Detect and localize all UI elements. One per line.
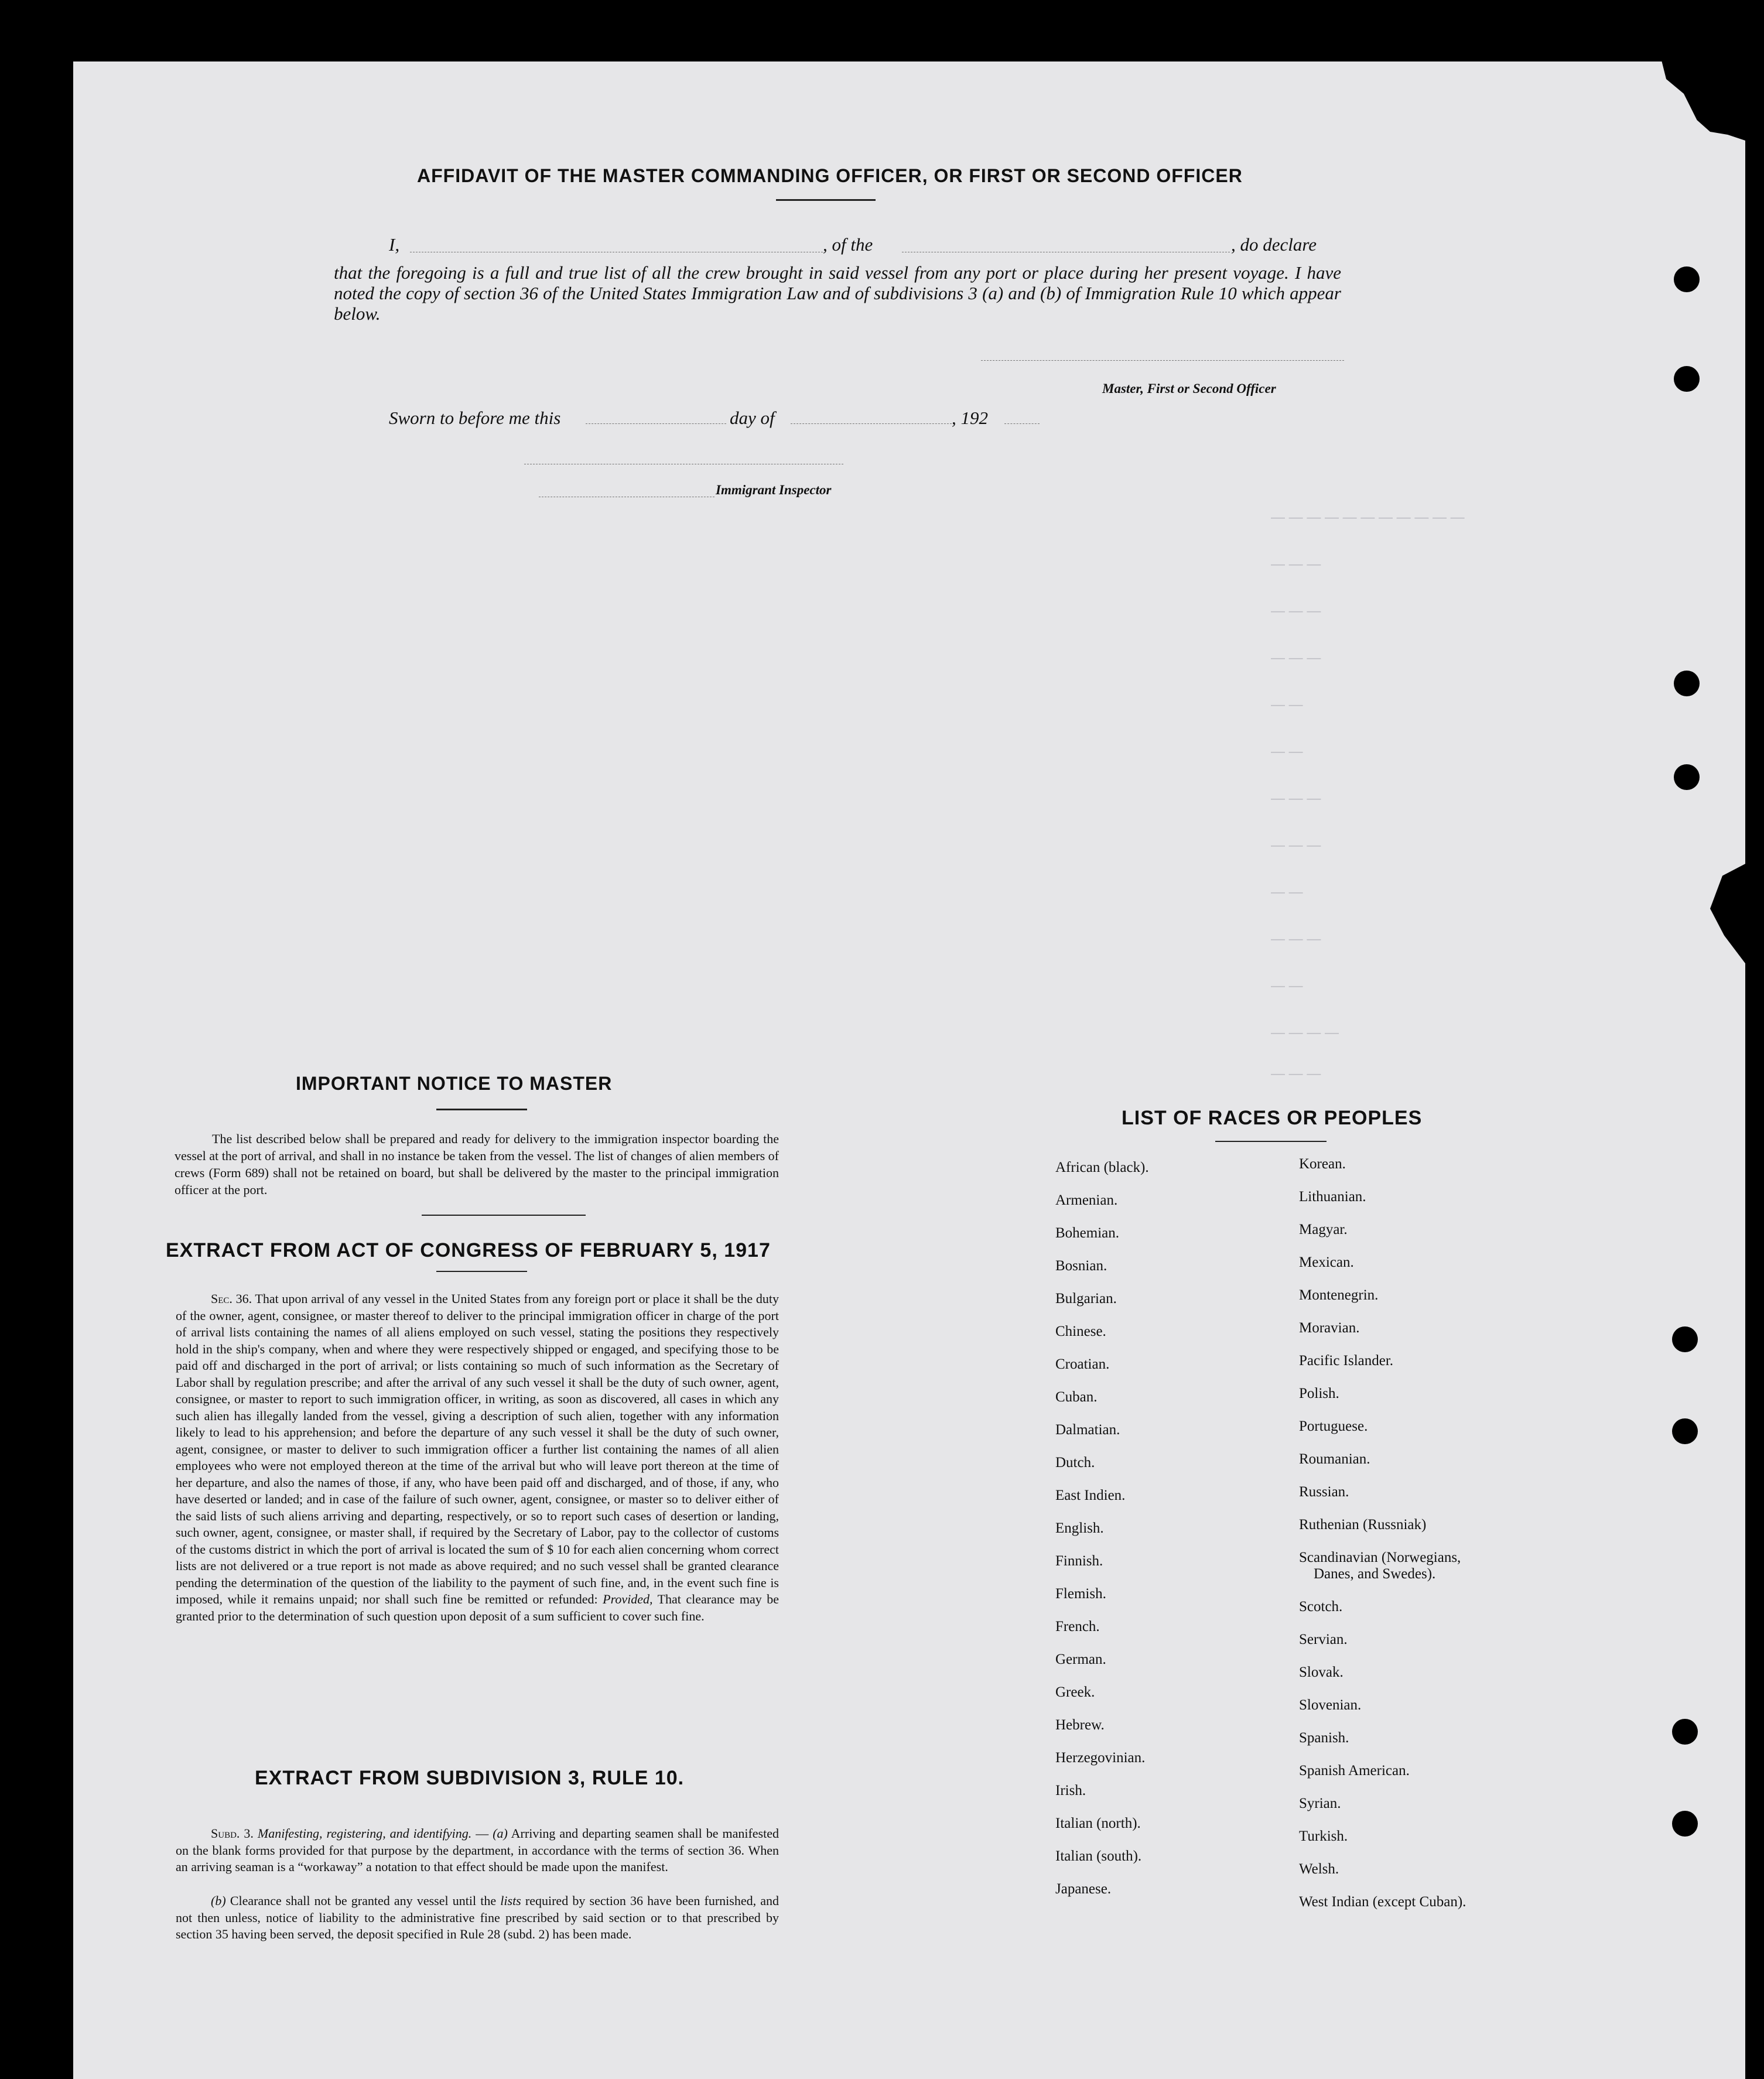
race-item: Cuban. (1055, 1389, 1098, 1405)
year-label: , 192 (952, 408, 988, 428)
race-item: Dalmatian. (1055, 1422, 1120, 1438)
subdivision-a-text: Subd. 3. Manifesting, registering, and identifying. — (a) Arriving and departing seamen shall be manifested on the blank forms provided for that purpose by the department, in accordance with the terms of section 36. When an arriving seaman is a “workaway” a notation to that effect should be made upon the manifest. (176, 1826, 779, 1874)
race-item: German. (1055, 1651, 1106, 1667)
races-title: LIST OF RACES OR PEOPLES (1122, 1107, 1423, 1129)
binder-hole (1674, 366, 1700, 392)
rule-extract-title: EXTRACT FROM SUBDIVISION 3, RULE 10. (255, 1767, 685, 1789)
title-underline (776, 199, 876, 201)
binder-hole (1674, 671, 1700, 696)
race-item: Danes, and Swedes). (1314, 1566, 1436, 1582)
binder-hole (1672, 1326, 1698, 1352)
race-item: Hebrew. (1055, 1717, 1105, 1733)
race-item: Scotch. (1299, 1599, 1343, 1615)
race-item: Slovenian. (1299, 1697, 1362, 1713)
race-item: East Indien. (1055, 1488, 1126, 1503)
notice-title: IMPORTANT NOTICE TO MASTER (296, 1073, 613, 1094)
do-declare-label: , do declare (1231, 234, 1317, 255)
month-field[interactable] (791, 423, 952, 424)
race-item: Welsh. (1299, 1861, 1339, 1877)
notice-body: The list described below shall be prepared and ready for delivery to the immigration inspector boarding the vessel at the port of arrival, and shall in no instance be taken from the vessel. The list of changes of alien members of crews (Form 689) shall not be retained on board, but shall be delivered by the master to the principal immigration officer at the port. (175, 1131, 779, 1197)
para-b-text-1: Clearance shall not be granted any vessel until the (230, 1893, 497, 1908)
act-extract-underline (436, 1271, 527, 1272)
subd-label: Subd. 3. (211, 1826, 254, 1841)
sworn-label: Sworn to before me this (389, 408, 561, 428)
race-item: Spanish American. (1299, 1763, 1410, 1779)
race-item: Spanish. (1299, 1730, 1349, 1746)
race-item: Scandinavian (Norwegians, (1299, 1550, 1461, 1565)
notice-underline (436, 1109, 527, 1110)
day-field[interactable] (586, 423, 726, 424)
race-item: Italian (south). (1055, 1848, 1142, 1864)
binder-hole (1674, 764, 1700, 790)
race-item: Portuguese. (1299, 1418, 1368, 1434)
binder-hole (1672, 1418, 1698, 1444)
section-label: Sec. 36. (211, 1291, 252, 1306)
race-item: Montenegrin. (1299, 1287, 1379, 1303)
master-signature-line[interactable] (981, 360, 1344, 361)
race-item: Herzegovinian. (1055, 1750, 1146, 1766)
race-item: Turkish. (1299, 1828, 1348, 1844)
race-item: Lithuanian. (1299, 1189, 1366, 1205)
race-item: Bosnian. (1055, 1258, 1107, 1274)
race-item: Irish. (1055, 1783, 1086, 1798)
subd-heading: Manifesting, registering, and identifying. (257, 1826, 472, 1841)
para-b-lists: lists (500, 1893, 521, 1908)
torn-corner (1657, 61, 1745, 208)
race-item: Korean. (1299, 1156, 1346, 1172)
section-36-body: That upon arrival of any vessel in the United States from any foreign port or place it shall be the duty of the owner, agent, consignee, or master thereof to deliver to the principal immigration officer in charge of the port of arrival lists containing the names of all aliens employed on such vessel, stating the positions they respectively hold in the ship's company, when and where they were respectively shipped or engaged, and specifying those to be paid off and discharged in the port of arrival; or lists containing so much of such information as the Secretary of Labor shall by regulation prescribe; and after the arrival of any such vessel it shall be the duty of such owner, agent, consignee, or master to report to such immigration officer, in writing, as soon as discovered, all cases in which any such alien has illegally landed from the vessel, giving a description of such alien, together with any information likely to lead to his apprehension; and before the departure of any such vessel it shall be the duty of such owner, agent, consignee, or master to deliver to such immigration officer a further list containing the names of all alien employees who were not employed thereon at the time of the arrival but who will leave port thereon at the time of her departure, and also the names of those, if any, who have been paid off and discharged, and of those, if any, who have deserted or landed; and in case of the failure of such owner, agent, consignee, or master so to deliver either of the said lists of such aliens arriving and departing, respectively, or so to report such cases of desertion or landing, such owner, agent, consignee, or master shall, if required by the Secretary of Labor, pay to the collector of customs of the customs district in which the port of arrival is located the sum of $ 10 for each alien concerning whom correct lists are not delivered or a true report is not made as above required; and no such vessel shall be granted clearance pending the determination of the question of the liability to the payment of such fine, and, in the event such fine is imposed, while it remains unpaid; nor shall such fine be remitted or refunded: (176, 1291, 779, 1606)
race-item: Ruthenian (Russniak) (1299, 1517, 1427, 1533)
para-a-label: (a) (493, 1826, 508, 1841)
declaration-text: that the foregoing is a full and true list of all the crew brought in said vessel from any port or place during her present voyage. I have noted the copy of section 36 of the United States Immigration Law and of subdivisions 3 (a) and (b) of Immigration Rule 10 which appear below. (334, 262, 1341, 324)
race-item: Dutch. (1055, 1455, 1095, 1471)
race-item: Roumanian. (1299, 1451, 1370, 1467)
races-underline (1215, 1141, 1327, 1142)
i-label: I, (389, 234, 400, 255)
race-item: Italian (north). (1055, 1815, 1141, 1831)
provided-label: Provided, (603, 1592, 653, 1606)
para-b-text-2: required by section 36 have been furnished, and not then unless, notice of liability to the administrative fine prescribed by said section or to that prescribed by section 35 having been served, the deposit specified in Rule 28 (subd. 2) has been made. (176, 1893, 780, 1941)
race-item: Armenian. (1055, 1192, 1118, 1208)
master-signature-label: Master, First or Second Officer (1102, 381, 1276, 396)
race-item: Mexican. (1299, 1254, 1354, 1270)
race-item: Syrian. (1299, 1796, 1341, 1811)
inspector-label: Immigrant Inspector (716, 483, 832, 497)
day-of-label: day of (730, 408, 775, 428)
race-item: Moravian. (1299, 1320, 1360, 1336)
provided-text: That clearance may be granted prior to the determination of such question upon deposit of a sum sufficient to cover such fine. (176, 1592, 780, 1623)
race-item: African (black). (1055, 1160, 1149, 1175)
race-item: Russian. (1299, 1484, 1349, 1500)
race-item: Slovak. (1299, 1664, 1343, 1680)
race-item: West Indian (except Cuban). (1299, 1894, 1466, 1910)
act-extract-title: EXTRACT FROM ACT OF CONGRESS OF FEBRUARY 5, 1917 (166, 1239, 771, 1261)
binder-hole (1672, 1719, 1698, 1745)
para-b-label: (b) (211, 1893, 226, 1908)
of-the-label: , of the (823, 234, 873, 255)
para-a-text: Arriving and departing seamen shall be manifested on the blank forms provided for that purpose by the department, in accordance with the terms of section 36. When an arriving seaman is a “workaway” a notation to that effect should be made upon the manifest. (176, 1826, 779, 1874)
race-item: French. (1055, 1619, 1100, 1635)
year-field[interactable] (1004, 423, 1040, 424)
race-item: English. (1055, 1520, 1104, 1536)
race-item: Polish. (1299, 1386, 1339, 1401)
section-36-text (176, 1291, 779, 1625)
race-item: Greek. (1055, 1684, 1095, 1700)
race-item: Japanese. (1055, 1881, 1112, 1897)
race-item: Flemish. (1055, 1586, 1106, 1602)
race-item: Pacific Islander. (1299, 1353, 1394, 1369)
torn-edge (1710, 864, 1745, 963)
subdivision-b-text (176, 1893, 779, 1943)
race-item: Magyar. (1299, 1222, 1348, 1237)
race-item: Croatian. (1055, 1356, 1110, 1372)
divider (422, 1215, 586, 1216)
race-item: Bulgarian. (1055, 1291, 1117, 1307)
race-item: Bohemian. (1055, 1225, 1120, 1241)
binder-hole (1672, 1811, 1698, 1837)
binder-hole (1674, 266, 1700, 292)
race-item: Finnish. (1055, 1553, 1103, 1569)
race-item: Chinese. (1055, 1324, 1106, 1339)
race-item: Servian. (1299, 1632, 1348, 1647)
affidavit-title: AFFIDAVIT OF THE MASTER COMMANDING OFFICER, OR FIRST OR SECOND OFFICER (417, 165, 1243, 186)
